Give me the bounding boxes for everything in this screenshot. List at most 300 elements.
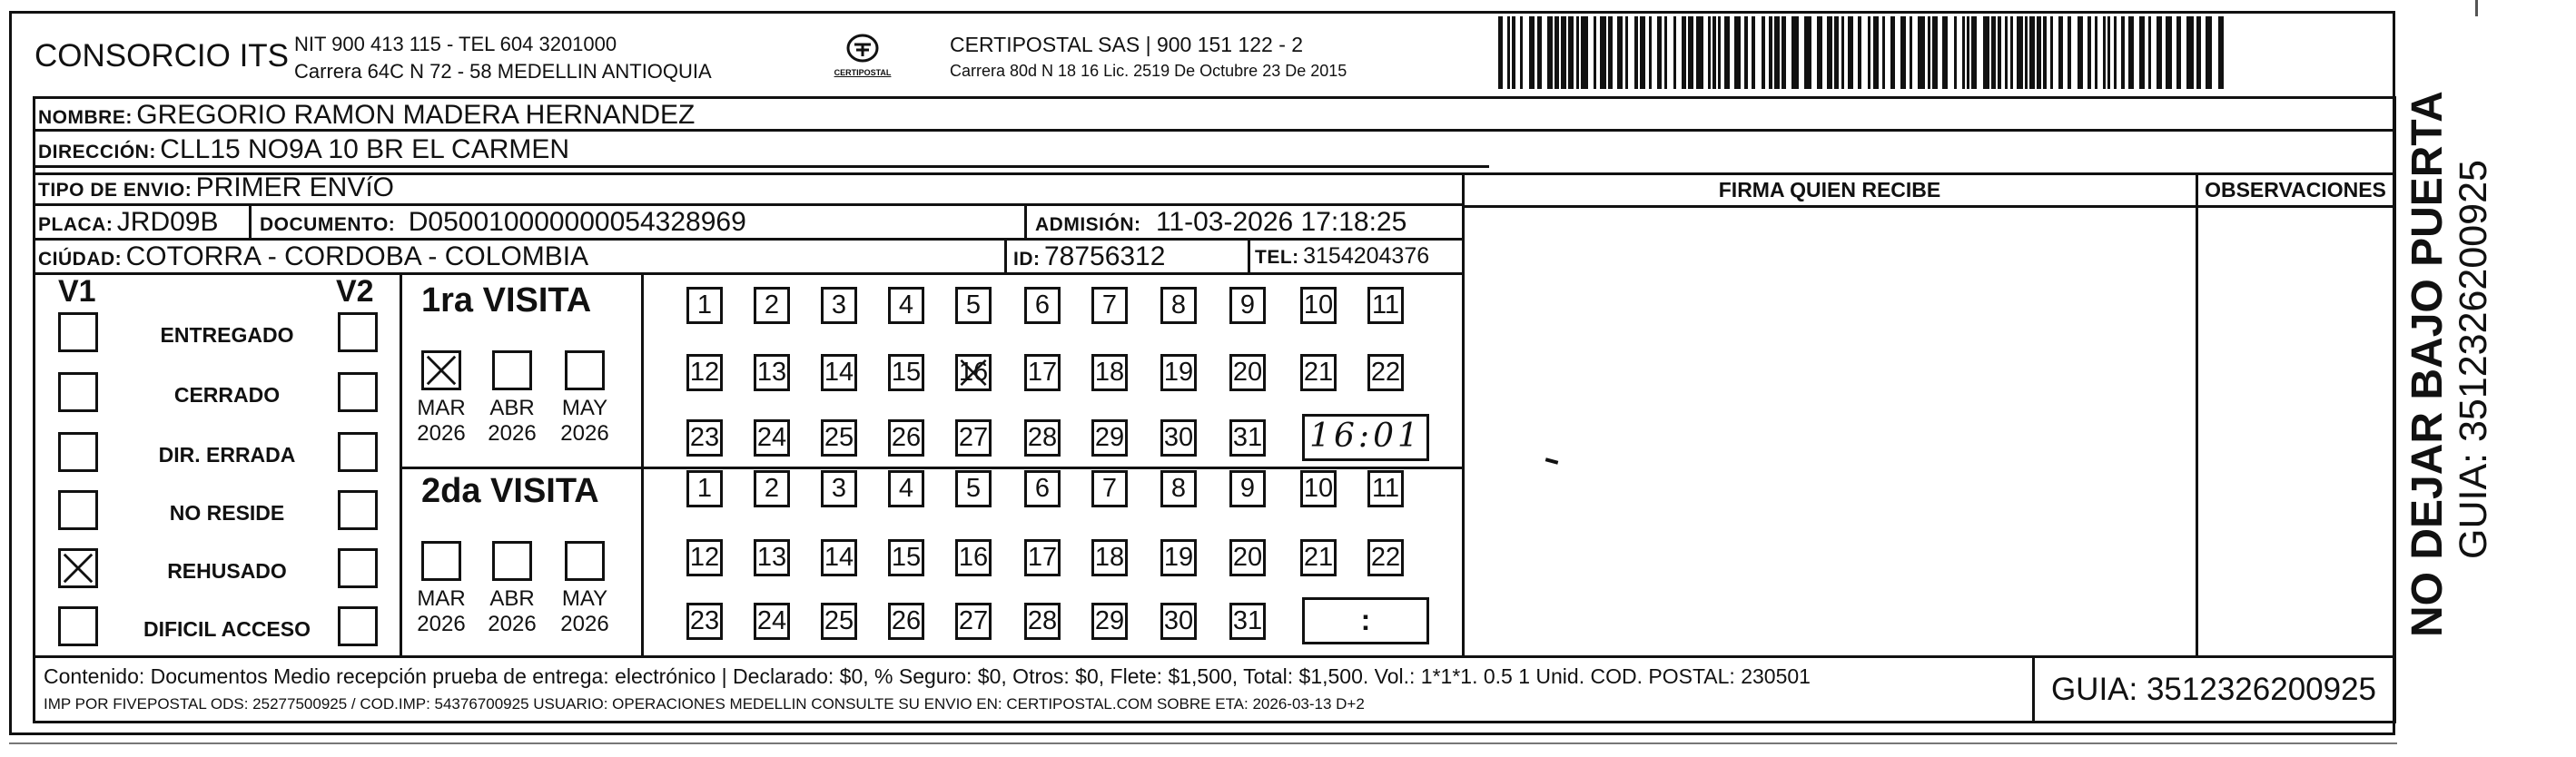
barcode-bar [2186, 16, 2194, 89]
month-checkbox[interactable] [492, 541, 532, 581]
direccion-label: DIRECCIÓN: [38, 142, 156, 162]
day-box[interactable] [821, 470, 857, 507]
barcode-bar [1804, 16, 1811, 89]
tel-value: 3154204376 [1303, 243, 1430, 269]
day-number: 30 [1163, 606, 1194, 635]
v1-checkbox[interactable] [58, 372, 98, 412]
day-box[interactable] [686, 419, 723, 457]
tipo-label: TIPO DE ENVIO: [38, 180, 192, 201]
nombre-value: GREGORIO RAMON MADERA HERNANDEZ [136, 100, 696, 130]
day-number: 15 [891, 543, 922, 572]
day-box[interactable] [955, 539, 992, 576]
day-number: 17 [1027, 543, 1058, 572]
barcode-bar [2107, 16, 2110, 89]
month-year: 2026 [417, 612, 466, 636]
v2-checkbox[interactable] [338, 548, 378, 588]
day-number: 20 [1232, 358, 1263, 387]
company-name: CONSORCIO ITS [35, 38, 290, 74]
first-visit-time-value: 16:01 [1309, 418, 1422, 455]
day-box[interactable] [754, 470, 790, 507]
day-number: 27 [958, 423, 989, 452]
day-box[interactable] [754, 354, 790, 391]
barcode-bar [1608, 16, 1613, 89]
day-number: 20 [1232, 543, 1263, 572]
day-box[interactable] [754, 603, 790, 640]
courier-line: CERTIPOSTAL SAS | 900 151 122 - 2 [950, 33, 1304, 56]
day-box[interactable] [1300, 287, 1337, 324]
courier-address: Carrera 80d N 18 16 Lic. 2519 De Octubre 23 De 2015 [950, 62, 1347, 80]
day-box[interactable] [1367, 470, 1404, 507]
month-name: ABR [489, 396, 535, 420]
day-number: 25 [824, 606, 854, 635]
barcode-bar [1561, 16, 1566, 89]
barcode-bar [1762, 16, 1766, 89]
month-label [412, 586, 470, 637]
v2-checkbox[interactable] [338, 606, 378, 646]
day-box[interactable] [1024, 603, 1061, 640]
id-value: 78756312 [1043, 241, 1166, 271]
month-checkbox[interactable] [492, 350, 532, 390]
barcode-bar [1834, 16, 1839, 89]
barcode-bar [2139, 16, 2145, 89]
barcode-bar [1841, 16, 1844, 89]
logo-text: CERTIPOSTAL [834, 68, 892, 77]
day-number: 6 [1034, 290, 1051, 320]
day-number: 9 [1239, 474, 1256, 503]
barcode-bar [1744, 16, 1749, 89]
day-box[interactable] [821, 419, 857, 457]
day-box[interactable] [888, 470, 924, 507]
day-box[interactable] [1160, 287, 1197, 324]
id-row [1013, 241, 1165, 272]
day-box[interactable] [754, 419, 790, 457]
barcode-bar [2029, 16, 2035, 89]
barcode-bar [2005, 16, 2008, 89]
day-number: 24 [756, 606, 787, 635]
month-name: MAR [417, 396, 466, 420]
barcode-bar [1634, 16, 1639, 89]
day-number: 19 [1163, 543, 1194, 572]
footer-imp: IMP POR FIVEPOSTAL ODS: 25277500925 / COD.IMP: 54376700925 USUARIO: OPERACIONES MEDELLIN CONSULTE SU ENVIO EN: CERTIPOSTAL.COM SOBRE ETA: 2026-03-13 D+2 [44, 695, 1365, 713]
month-label [556, 586, 614, 637]
barcode-bar [1512, 16, 1516, 89]
barcode-bar [1718, 16, 1721, 89]
day-box[interactable] [1024, 287, 1061, 324]
day-box[interactable] [1229, 470, 1266, 507]
day-number: 5 [965, 474, 982, 503]
barcode-bar [2148, 16, 2151, 89]
barcode-bar [1708, 16, 1711, 89]
ciudad-row [38, 241, 588, 272]
day-number: 4 [898, 474, 914, 503]
barcode-bar [2206, 16, 2213, 89]
day-box[interactable] [955, 470, 992, 507]
v2-checkbox[interactable] [338, 372, 378, 412]
barcode-bar [1657, 16, 1662, 89]
second-visit-time[interactable] [1302, 597, 1429, 644]
v1-checkbox[interactable] [58, 490, 98, 530]
barcode-bar [1858, 16, 1862, 89]
barcode-bar [1769, 16, 1773, 89]
divider [641, 272, 644, 655]
barcode-bar [1688, 16, 1693, 89]
barcode-bar [2087, 16, 2092, 89]
id-label: ID: [1013, 249, 1041, 270]
placa-value: JRD09B [116, 207, 219, 237]
day-number: 14 [824, 358, 854, 387]
ciudad-label: CIÚDAD: [38, 249, 123, 270]
day-number: 15 [891, 358, 922, 387]
day-number: 25 [824, 423, 854, 452]
barcode-bar [1791, 16, 1799, 89]
day-number: 6 [1034, 474, 1051, 503]
v2-label: V2 [336, 274, 374, 309]
barcode-bar [1600, 16, 1607, 89]
day-box[interactable] [1091, 603, 1128, 640]
day-box[interactable] [1160, 470, 1197, 507]
divider [33, 96, 2395, 99]
barcode-bar [2128, 16, 2134, 89]
admision-label: ADMISIÓN: [1035, 214, 1141, 235]
day-number: 22 [1370, 358, 1401, 387]
barcode-bar [1507, 16, 1510, 89]
day-number: 4 [898, 290, 914, 320]
day-number: 10 [1303, 474, 1334, 503]
day-number: 16 [958, 543, 989, 572]
barcode-bar [2157, 16, 2162, 89]
day-number: 11 [1371, 290, 1400, 320]
day-box[interactable] [1229, 539, 1266, 576]
day-box[interactable] [1300, 354, 1337, 391]
day-number: 7 [1101, 474, 1118, 503]
day-box[interactable] [955, 354, 992, 391]
documento-value: D050010000000054328969 [408, 207, 746, 237]
v2-checkbox[interactable] [338, 312, 378, 352]
divider [1462, 205, 2395, 208]
barcode-bar [2050, 16, 2053, 89]
barcode-bar [1890, 16, 1895, 89]
day-number: 31 [1232, 423, 1263, 452]
barcode-bar [2068, 16, 2072, 89]
logo-icon [844, 33, 881, 65]
barcode-bar [2017, 16, 2024, 89]
day-box[interactable] [955, 603, 992, 640]
day-number: 23 [689, 423, 720, 452]
nombre-label: NOMBRE: [38, 107, 133, 128]
day-number: 3 [831, 474, 847, 503]
day-number: 13 [756, 543, 787, 572]
barcode-bar [2043, 16, 2048, 89]
day-number: 23 [689, 606, 720, 635]
side-warning: NO DEJAR BAJO PUERTA [2403, 91, 2452, 637]
day-box[interactable] [686, 287, 723, 324]
day-number: 31 [1232, 606, 1263, 635]
month-label [556, 396, 614, 447]
day-number: 1 [696, 290, 713, 320]
day-box[interactable] [686, 539, 723, 576]
tel-row [1255, 243, 1429, 270]
direccion-value: CLL15 NO9A 10 BR EL CARMEN [160, 134, 570, 164]
day-box[interactable] [1091, 419, 1128, 457]
day-box[interactable] [1229, 354, 1266, 391]
admision-row [1035, 207, 1406, 238]
day-number: 9 [1239, 290, 1256, 320]
day-number: 16 [958, 358, 989, 387]
day-number: 19 [1163, 358, 1194, 387]
barcode-bar [1774, 16, 1780, 89]
status-label: DIR. ERRADA [158, 443, 296, 467]
day-number: 11 [1371, 474, 1400, 503]
day-number: 28 [1027, 606, 1058, 635]
divider [33, 721, 2395, 723]
day-number: 12 [689, 358, 720, 387]
day-number: 17 [1027, 358, 1058, 387]
day-number: 26 [891, 606, 922, 635]
barcode-bar [1568, 16, 1574, 89]
day-number: 29 [1094, 423, 1125, 452]
day-box[interactable] [955, 287, 992, 324]
day-box[interactable] [821, 539, 857, 576]
day-number: 12 [689, 543, 720, 572]
day-number: 26 [891, 423, 922, 452]
status-label: DIFICIL ACCESO [143, 617, 311, 641]
barcode-bar [2176, 16, 2181, 89]
divider [33, 272, 1464, 275]
month-label [483, 586, 541, 637]
barcode-bar [1918, 16, 1925, 89]
day-box[interactable] [821, 603, 857, 640]
barcode-bar [1576, 16, 1579, 89]
day-box[interactable] [821, 287, 857, 324]
v1-checkbox[interactable] [58, 548, 98, 588]
day-box[interactable] [1229, 287, 1266, 324]
barcode-bar [1617, 16, 1623, 89]
barcode-bar [1967, 16, 1969, 89]
documento-label: DOCUMENTO: [260, 214, 396, 235]
ciudad-value: COTORRA - CORDOBA - COLOMBIA [125, 241, 589, 271]
barcode-bar [2218, 16, 2224, 89]
first-visit-title: 1ra VISITA [421, 281, 592, 320]
day-box[interactable] [1024, 354, 1061, 391]
barcode-bar [1498, 16, 1503, 89]
barcode-bar [1664, 16, 1667, 89]
barcode-bar [1910, 16, 1912, 89]
day-number: 21 [1303, 543, 1334, 572]
day-box[interactable] [1367, 287, 1404, 324]
placa-label: PLACA: [38, 214, 114, 235]
day-number: 7 [1101, 290, 1118, 320]
day-box[interactable] [1091, 354, 1128, 391]
barcode-bar [1848, 16, 1853, 89]
day-box[interactable] [686, 354, 723, 391]
day-number: 21 [1303, 358, 1334, 387]
barcode-bar [1942, 16, 1948, 89]
barcode-bar [1781, 16, 1786, 89]
barcode-bar [1734, 16, 1742, 89]
divider [1248, 238, 1250, 272]
footer-contenido: Contenido: Documentos Medio recepción prueba de entrega: electrónico | Declarado: $0, % Seguro: $0, Otros: $0, Flete: $1,500, Total: $1,500. Vol.: 1*1*1. 0.5 1 Unid. COD. POSTAL: 230501 [44, 664, 1811, 688]
barcode-bar [1594, 16, 1596, 89]
nit-line: NIT 900 413 115 - TEL 604 3201000 [294, 33, 617, 55]
day-box[interactable] [754, 287, 790, 324]
barcode-bar [1752, 16, 1756, 89]
barcode-bar [2058, 16, 2063, 89]
day-box[interactable] [1367, 539, 1404, 576]
barcode-bar [1954, 16, 1957, 89]
firma-label: FIRMA QUIEN RECIBE [1718, 178, 1941, 202]
divider [33, 203, 1464, 206]
day-box[interactable] [1024, 419, 1061, 457]
barcode-bar [2196, 16, 2201, 89]
day-box[interactable] [1160, 419, 1197, 457]
status-label: ENTREGADO [160, 323, 294, 347]
corner-mark [2475, 0, 2478, 16]
day-number: 5 [965, 290, 982, 320]
divider [2393, 96, 2396, 723]
v1-checkbox[interactable] [58, 432, 98, 472]
day-number: 30 [1163, 423, 1194, 452]
barcode-bar [1625, 16, 1628, 89]
day-box[interactable] [955, 419, 992, 457]
day-box[interactable] [1229, 419, 1266, 457]
barcode-bar [2025, 16, 2028, 89]
month-year: 2026 [560, 612, 609, 636]
barcode [1498, 0, 2225, 91]
v1-checkbox[interactable] [58, 312, 98, 352]
barcode-bar [1932, 16, 1938, 89]
side-guia: GUIA: 3512326200925 [2452, 160, 2495, 559]
day-number: 2 [764, 474, 780, 503]
day-box[interactable] [1300, 539, 1337, 576]
day-number: 2 [764, 290, 780, 320]
barcode-bar [1640, 16, 1645, 89]
day-box[interactable] [1024, 539, 1061, 576]
barcode-bar [1873, 16, 1879, 89]
day-box[interactable] [1091, 287, 1128, 324]
month-checkbox[interactable] [565, 350, 605, 390]
barcode-bar [1724, 16, 1730, 89]
day-number: 3 [831, 290, 847, 320]
day-number: 1 [696, 474, 713, 503]
day-box[interactable] [888, 539, 924, 576]
barcode-bar [1547, 16, 1553, 89]
day-number: 18 [1094, 543, 1125, 572]
day-box[interactable] [888, 354, 924, 391]
second-visit-time-value: : [1360, 604, 1371, 636]
day-box[interactable] [1091, 470, 1128, 507]
day-box[interactable] [754, 539, 790, 576]
second-visit-title: 2da VISITA [421, 472, 599, 510]
divider [1004, 238, 1007, 272]
v2-checkbox[interactable] [338, 432, 378, 472]
day-number: 22 [1370, 543, 1401, 572]
admision-value: 11-03-2026 17:18:25 [1155, 207, 1407, 237]
v2-checkbox[interactable] [338, 490, 378, 530]
barcode-bar [2078, 16, 2083, 89]
documento-row [260, 207, 746, 238]
day-box[interactable] [686, 603, 723, 640]
day-number: 18 [1094, 358, 1125, 387]
day-box[interactable] [1229, 603, 1266, 640]
day-number: 14 [824, 543, 854, 572]
barcode-bar [1817, 16, 1822, 89]
frame-shadow-line [9, 742, 2397, 744]
month-name: MAY [561, 396, 608, 420]
day-number: 24 [756, 423, 787, 452]
nombre-row [38, 100, 695, 131]
month-year: 2026 [560, 421, 609, 446]
tipo-value: PRIMER ENVíO [195, 172, 395, 202]
divider [249, 203, 252, 238]
barcode-bar [1971, 16, 1977, 89]
day-box[interactable] [1300, 470, 1337, 507]
barcode-bar [1991, 16, 1996, 89]
day-box[interactable] [888, 419, 924, 457]
barcode-bar [1537, 16, 1542, 89]
day-box[interactable] [1091, 539, 1128, 576]
day-box[interactable] [1160, 539, 1197, 576]
divider [400, 272, 402, 655]
barcode-bar [1554, 16, 1559, 89]
day-box[interactable] [1367, 354, 1404, 391]
month-checkbox[interactable] [565, 541, 605, 581]
barcode-bar [1868, 16, 1870, 89]
address-line: Carrera 64C N 72 - 58 MEDELLIN ANTIOQUIA [294, 60, 712, 83]
first-visit-time[interactable] [1302, 414, 1429, 461]
month-name: MAY [561, 586, 608, 611]
barcode-bar [1882, 16, 1885, 89]
barcode-bar [2095, 16, 2097, 89]
day-number: 10 [1303, 290, 1334, 320]
day-number: 13 [756, 358, 787, 387]
divider [1462, 172, 1465, 657]
barcode-bar [1649, 16, 1652, 89]
check-mark-icon [61, 551, 95, 585]
month-name: MAR [417, 586, 466, 611]
month-year: 2026 [488, 421, 537, 446]
divider [400, 467, 1464, 469]
day-box[interactable] [888, 603, 924, 640]
barcode-bar [1712, 16, 1717, 89]
day-number: 8 [1170, 290, 1187, 320]
day-box[interactable] [686, 470, 723, 507]
barcode-bar [1962, 16, 1965, 89]
barcode-bar [2121, 16, 2126, 89]
day-box[interactable] [888, 287, 924, 324]
month-year: 2026 [488, 612, 537, 636]
v1-label: V1 [58, 274, 96, 309]
day-number: 29 [1094, 606, 1125, 635]
day-number: 28 [1027, 423, 1058, 452]
month-name: ABR [489, 586, 535, 611]
month-checkbox[interactable] [421, 350, 461, 390]
day-number: 8 [1170, 474, 1187, 503]
tel-label: TEL: [1255, 247, 1299, 268]
day-box[interactable] [1160, 354, 1197, 391]
day-box[interactable] [1160, 603, 1197, 640]
day-box[interactable] [1024, 470, 1061, 507]
barcode-bar [2166, 16, 2173, 89]
barcode-bar [1520, 16, 1523, 89]
divider [1024, 203, 1027, 238]
divider [33, 165, 1489, 168]
barcode-bar [2010, 16, 2013, 89]
placa-row [38, 207, 219, 238]
month-checkbox[interactable] [421, 541, 461, 581]
status-label: CERRADO [173, 383, 281, 407]
v1-checkbox[interactable] [58, 606, 98, 646]
day-box[interactable] [821, 354, 857, 391]
